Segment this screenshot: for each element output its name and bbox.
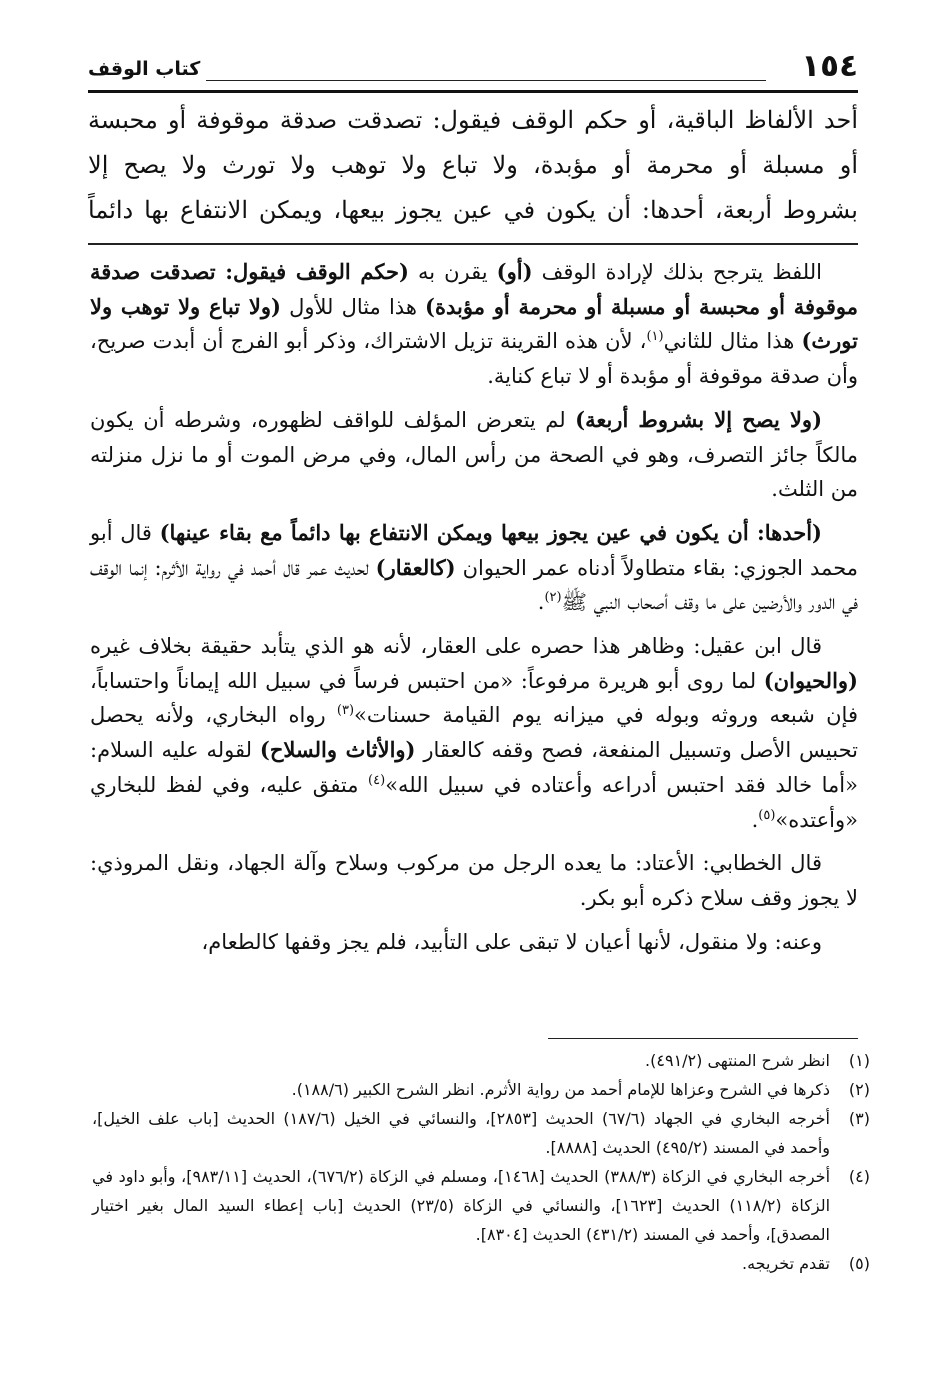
header-underline (206, 80, 766, 81)
commentary-text (90, 255, 858, 968)
footnote (92, 1046, 870, 1075)
matn-text (88, 98, 858, 233)
commentary-paragraph (90, 403, 858, 507)
commentary-span: هذا مثال للثاني (663, 329, 802, 354)
commentary-span: لحديث عمر قال أحمد في رواية الأثرم: إنما الوقف في الدور والأرضين على ما وقف أصحاب النبي ﷺ (90, 555, 858, 615)
footnote-ref: (٥) (758, 807, 776, 823)
footnote (92, 1075, 870, 1104)
matn-line: بشروط أربعة، أحدها: أن يكون في عين يجوز بيعها، ويمكن الانتفاع بها دائماً (88, 196, 858, 224)
footnote-number: (٥) (848, 1254, 870, 1273)
header-rule (88, 90, 858, 93)
commentary-span: قال أبو محمد الجوزي: بقاء متطاولاً أدناه عمر الحيوان (90, 520, 858, 580)
footnote-number: (٢) (848, 1080, 870, 1099)
quoted-matn: (أو) (496, 259, 533, 284)
footnote-text: ذكرها في الشرح وعزاها للإمام أحمد من رواية الأثرم. انظر الشرح الكبير (١٨٨/٦). (291, 1080, 830, 1099)
footnote-text: أخرجه البخاري في الزكاة (٣٨٨/٣) الحديث [١٤٦٨]، ومسلم في الزكاة (٦٧٦/٢)، الحديث [٩٨٣/١١]، وأبو داود في الزكاة (١١٨/٢) الحديث [١٦٢٣]، والنسائي في الزكاة (٢٣/٥) الحديث [باب إعطاء السيد المال بغير اختيار المصدق]، وأحمد في المسند (٤٣١/٢) الحديث [٨٣٠٤]. (92, 1167, 831, 1244)
commentary-span: قال ابن عقيل: وظاهر هذا حصره على العقار، لأنه هو الذي يتأبد حقيقة بخلاف غيره (90, 634, 822, 659)
commentary-paragraph (90, 516, 858, 620)
quoted-matn: (كالعقار) (375, 554, 456, 580)
footnote-text: انظر شرح المنتهى (٤٩١/٢). (645, 1051, 830, 1070)
running-title: كتاب الوقف (88, 58, 201, 80)
footnote-ref: (٢) (544, 590, 562, 606)
footnote-text: تقدم تخريجه. (742, 1254, 830, 1273)
commentary-paragraph (90, 255, 858, 394)
commentary-paragraph (90, 629, 858, 837)
commentary-paragraph (90, 846, 858, 915)
commentary-span: ، لأن هذه القرينة تزيل الاشتراك، وذكر أبو الفرج أن أبدت صريح، وأن صدقة موقوفة أو مؤبدة أو لا تباع كناية. (90, 329, 858, 389)
commentary-paragraph (90, 925, 858, 960)
footnote-number: (٣) (848, 1109, 870, 1128)
page-header (88, 46, 858, 90)
matn-line: أحد الألفاظ الباقية، أو حكم الوقف فيقول: تصدقت صدقة موقوفة أو محبسة (88, 106, 858, 134)
quoted-matn: (حكم الوقف فيقول: تصدقت صدقة موقوفة أو محبسة أو مسبلة أو محرمة أو مؤبدة) (90, 259, 858, 319)
commentary-span: وعنه: ولا منقول، لأنها أعيان لا تبقى على التأبيد، فلم يجز وقفها كالطعام، (201, 929, 822, 954)
commentary-span: هذا مثال للأول (280, 294, 426, 319)
footnote (92, 1162, 870, 1249)
quoted-matn: (والحيوان) (763, 667, 858, 693)
footnote-number: (٤) (848, 1167, 870, 1186)
commentary-span: لما روى أبو هريرة مرفوعاً: «من احتبس فرساً في سبيل الله إيماناً واحتساباً، فإن شبعه وروثه وبوله في ميزانه يوم القيامة حسنات» (90, 668, 858, 728)
commentary-span: لم يتعرض المؤلف للواقف لظهوره، وشرطه أن يكون مالكاً جائز التصرف، وهو في الصحة من رأس المال، وفي مرض الموت أو ما نزل منزلته من الثلث. (90, 407, 858, 502)
commentary-span: متفق عليه، وفي لفظ للبخاري «وأعتده» (90, 772, 858, 832)
footnote (92, 1104, 870, 1162)
footnote-text: أخرجه البخاري في الجهاد (٦٧/٦) الحديث [٢٨٥٣]، والنسائي في الخيل (١٨٧/٦) الحديث [باب علف الخيل]، وأحمد في المسند (٤٩٥/٢) الحديث [٨٨٨٨]. (92, 1109, 830, 1157)
footnote-ref: (٣) (336, 703, 355, 719)
footnotes (92, 1046, 870, 1278)
footnote-ref: (٤) (368, 772, 386, 788)
commentary-span: . (751, 807, 759, 832)
commentary-span: قال الخطابي: الأعتاد: ما يعده الرجل من مركوب وسلاح وآلة الجهاد، ونقل المروذي: لا يجوز وقف سلاح ذكره أبو بكر. (90, 851, 858, 910)
footnote-number: (١) (848, 1051, 870, 1070)
footnote-separator (548, 1038, 858, 1039)
commentary-span: اللفظ يترجح بذلك لإرادة الوقف (532, 260, 822, 284)
commentary-span: يقرن به (408, 260, 497, 284)
footnote (92, 1249, 870, 1278)
commentary-span: لقوله عليه السلام: «أما خالد فقد احتبس أدراعه وأعتاده في سبيل الله» (90, 738, 858, 797)
commentary-span: رواه البخاري، ولأنه يحصل تحبيس الأصل وتسبيل المنفعة، فصح وقفه كالعقار (90, 703, 858, 763)
commentary-span: . (537, 590, 545, 615)
quoted-matn: (أحدها: أن يكون في عين يجوز بيعها ويمكن الانتفاع بها دائماً مع بقاء عينها) (159, 519, 822, 545)
footnote-ref: (١) (646, 329, 664, 345)
quoted-matn: (والأثاث والسلاح) (259, 737, 416, 763)
quoted-matn: (ولا تباع ولا توهب ولا تورث) (90, 293, 858, 354)
page-number: ١٥٤ (801, 48, 858, 84)
matn-line: أو مسبلة أو محرمة أو مؤبدة، ولا تباع ولا توهب ولا تورث ولا يصح إلا (88, 151, 858, 179)
matn-separator (88, 243, 858, 245)
quoted-matn: (ولا يصح إلا بشروط أربعة) (575, 406, 823, 432)
